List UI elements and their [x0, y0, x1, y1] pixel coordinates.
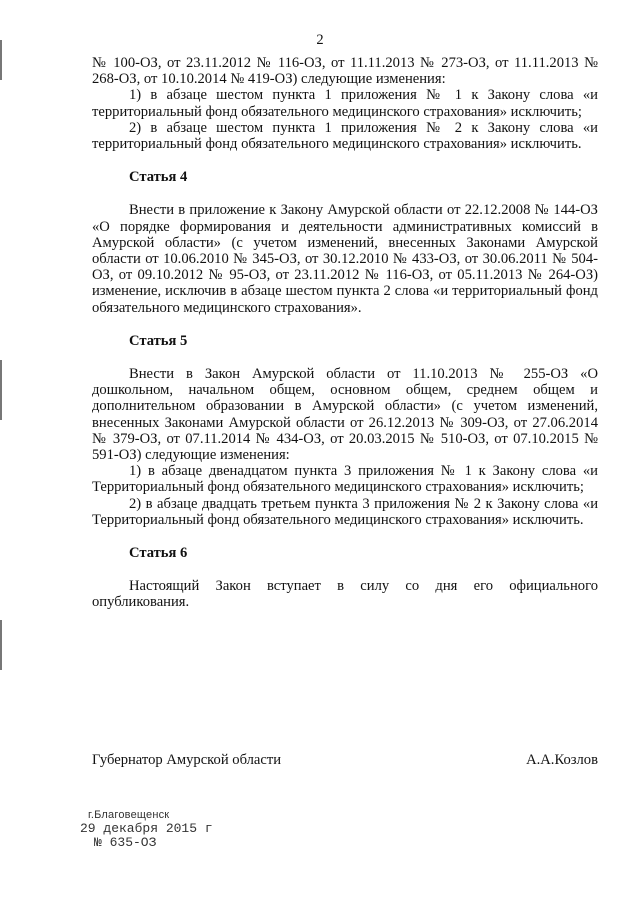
article-heading: Статья 5	[129, 332, 188, 349]
document-paragraph: 2) в абзаце шестом пункта 1 приложения № 2 к Закону слова «и территориальный фонд обязательного медицинского страхования» исключить.	[92, 119, 598, 153]
stamp-city: г.Благовещенск	[88, 809, 170, 821]
registration-stamp	[80, 808, 213, 850]
document-paragraph: 2) в абзаце двадцать третьем пункта 3 приложения № 2 к Закону слова «и Территориальный фонд обязательного медицинского страхования» исключить.	[92, 495, 598, 528]
scan-edge-mark	[0, 360, 2, 420]
document-paragraph: Внести в приложение к Закону Амурской области от 22.12.2008 № 144-ОЗ «О порядке формирования и деятельности административных комиссий в Амурской области» (с учетом изменений, внесенных Законами Амурской области от 10.06.2010 № 345-ОЗ, от 30.12.2010 № 433-ОЗ, от 30.06.2011 № 504-ОЗ, от 09.10.2012 № 95-ОЗ, от 23.11.2012 № 116-ОЗ, от 05.11.2013 № 264-ОЗ) изменение, исключив в абзаце шестом пункта 2 слова «и территориальный фонд обязательного медицинского страхования».	[92, 202, 598, 316]
document-paragraph: № 100-ОЗ, от 23.11.2012 № 116-ОЗ, от 11.11.2013 № 273-ОЗ, от 11.11.2013 № 268-ОЗ, от 10.10.2014 № 419-ОЗ) следующие изменения:	[92, 55, 598, 88]
signatory-name: А.А.Козлов	[526, 752, 598, 768]
document-body	[92, 55, 598, 611]
article-heading: Статья 6	[129, 545, 188, 562]
document-paragraph: 1) в абзаце шестом пункта 1 приложения № 1 к Закону слова «и территориальный фонд обязательного медицинского страхования» исключить;	[92, 87, 598, 120]
document-paragraph: Внести в Закон Амурской области от 11.10.2013 № 255-ОЗ «О дошкольном, начальном общем, основном общем, среднем общем и дополнительном образовании в Амурской области» (с учетом изменений, внесенных Законами Амурской области от 26.12.2013 № 309-ОЗ, от 27.06.2014 № 379-ОЗ, от 07.11.2014 № 434-ОЗ, от 20.03.2015 № 510-ОЗ, от 07.10.2015 № 591-ОЗ) следующие изменения:	[92, 366, 598, 464]
page-number: 2	[316, 32, 324, 48]
document-paragraph: 1) в абзаце двенадцатом пункта 3 приложения № 1 к Закону слова «и Территориальный фонд обязательного медицинского страхования» исключить;	[92, 463, 598, 496]
signatory-role: Губернатор Амурской области	[92, 752, 282, 768]
stamp-number: № 635-ОЗ	[94, 835, 157, 850]
scan-edge-mark	[0, 620, 2, 670]
article-heading: Статья 4	[129, 169, 188, 186]
stamp-date: 29 декабря 2015 г	[80, 821, 213, 836]
document-paragraph: Настоящий Закон вступает в силу со дня его официального опубликования.	[92, 578, 598, 611]
